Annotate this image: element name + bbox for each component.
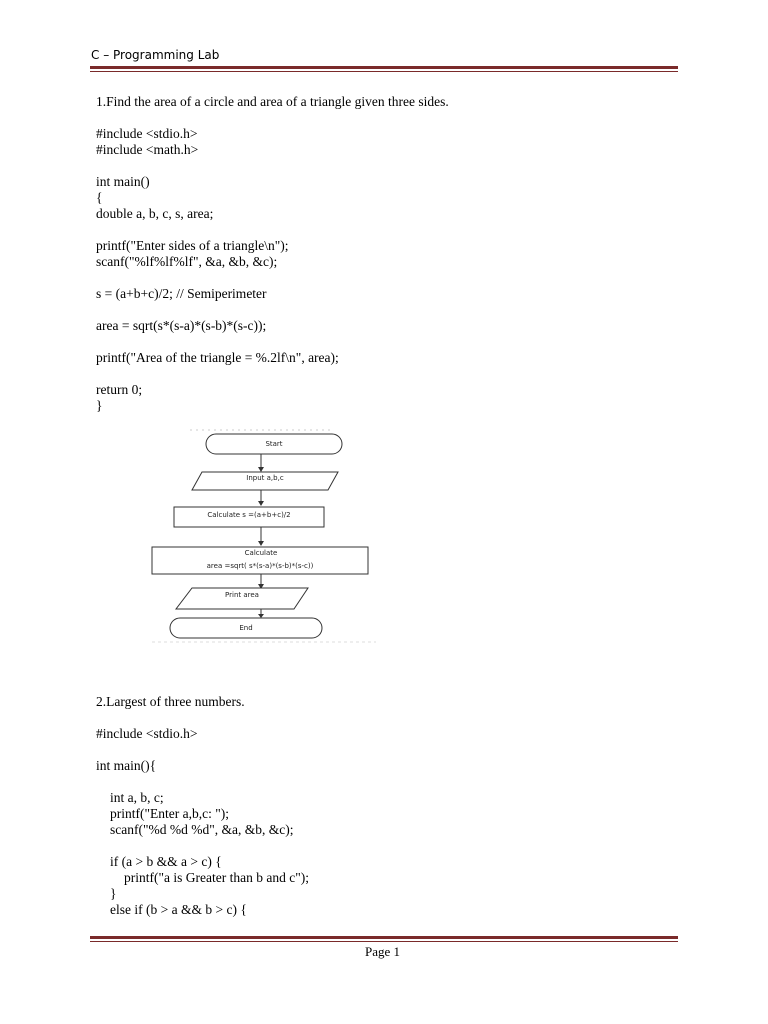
header-rule (90, 66, 678, 72)
code-line: scanf("%d %d %d", &a, &b, &c); (110, 822, 294, 837)
flow-arrowhead (258, 614, 264, 618)
code-line: #include <stdio.h> (96, 126, 198, 141)
code-line (96, 334, 339, 350)
flow-arrowhead (258, 467, 264, 472)
section2-code (96, 726, 309, 918)
code-line (96, 366, 339, 382)
header-title: C – Programming Lab (91, 48, 220, 62)
flowchart (150, 427, 382, 647)
code-line (96, 270, 339, 286)
code-line (96, 774, 309, 790)
section1-heading: 1.Find the area of a circle and area of a triangle given three sides. (96, 94, 449, 109)
code-line: else if (b > a && b > c) { (110, 902, 247, 917)
code-line (96, 742, 309, 758)
code-line (96, 838, 309, 854)
code-line: } (96, 398, 103, 413)
code-line: if (a > b && a > c) { (110, 854, 222, 869)
page-number: Page 1 (365, 944, 401, 959)
code-line: int main() (96, 174, 150, 189)
section1-code (96, 126, 339, 414)
code-line: s = (a+b+c)/2; // Semiperimeter (96, 286, 267, 301)
code-line: double a, b, c, s, area; (96, 206, 214, 221)
flow-calc-s-label: Calculate s =(a+b+c)/2 (207, 511, 291, 519)
flow-start-label: Start (265, 440, 283, 448)
code-line: printf("Enter a,b,c: "); (110, 806, 229, 821)
code-line: #include <math.h> (96, 142, 199, 157)
flow-print-label: Print area (225, 591, 259, 599)
code-line: printf("Enter sides of a triangle\n"); (96, 238, 289, 253)
code-line: } (110, 886, 117, 901)
code-line: int main(){ (96, 758, 157, 773)
code-line: { (96, 190, 103, 205)
code-line: return 0; (96, 382, 143, 397)
code-line (96, 158, 339, 174)
code-line: printf("a is Greater than b and c"); (124, 870, 309, 885)
code-line: area = sqrt(s*(s-a)*(s-b)*(s-c)); (96, 318, 267, 333)
code-line (96, 222, 339, 238)
flow-arrowhead (258, 501, 264, 506)
code-line: int a, b, c; (110, 790, 164, 805)
code-line: printf("Area of the triangle = %.2lf\n", area); (96, 350, 339, 365)
flow-end-label: End (239, 624, 253, 632)
flow-arrowhead (258, 541, 264, 546)
flow-input-label: Input a,b,c (246, 474, 284, 482)
section2-heading: 2.Largest of three numbers. (96, 694, 245, 709)
code-line: scanf("%lf%lf%lf", &a, &b, &c); (96, 254, 278, 269)
footer-rule (90, 936, 678, 942)
code-line (96, 302, 339, 318)
code-line: #include <stdio.h> (96, 726, 198, 741)
flow-calc-area-title: Calculate (244, 549, 278, 557)
flow-calc-area-expr: area =sqrt( s*(s-a)*(s-b)*(s-c)) (206, 562, 314, 570)
